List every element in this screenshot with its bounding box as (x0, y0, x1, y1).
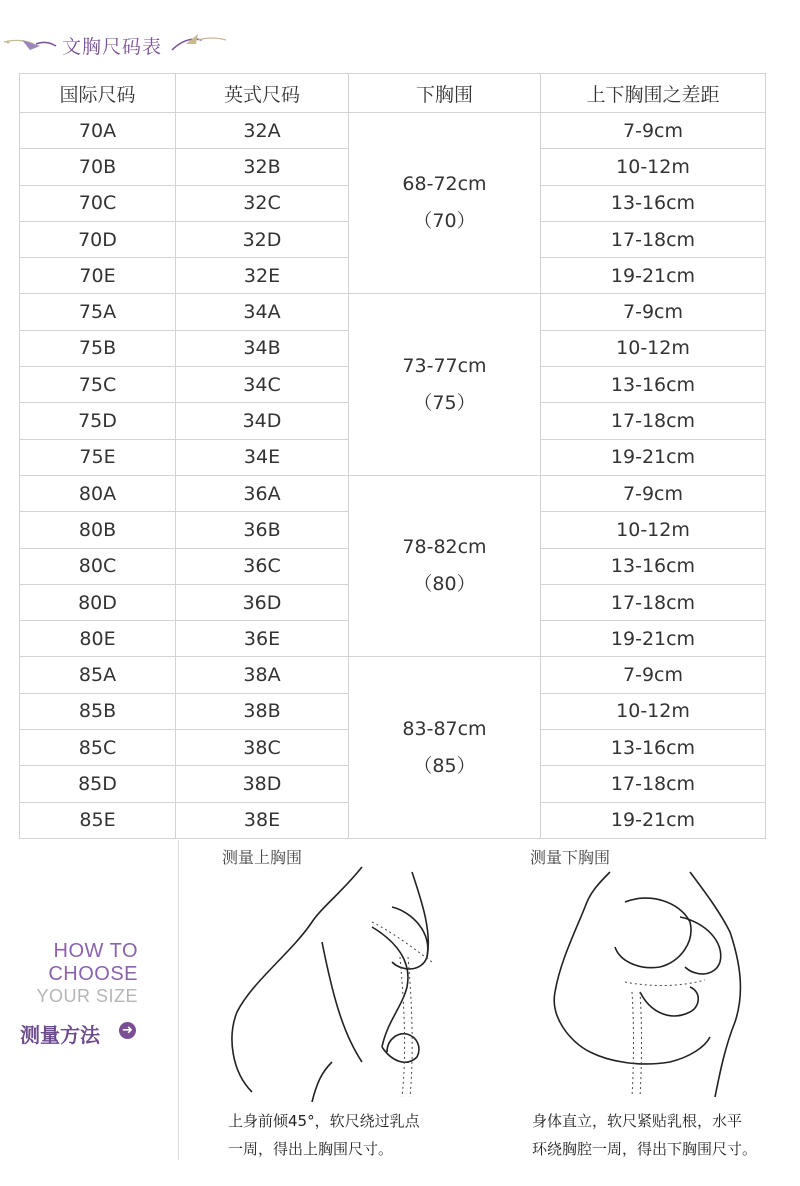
page-title: 文胸尺码表 (62, 36, 163, 58)
intl-size-cell: 80D (20, 584, 176, 620)
uk-size-cell: 36A (176, 475, 349, 511)
measure-method-label: 测量方法 (20, 1023, 100, 1047)
underbust-cell (349, 657, 541, 838)
underbust-code: （80） (413, 573, 476, 596)
difference-cell: 17-18cm (541, 584, 766, 620)
header-difference: 上下胸围之差距 (541, 74, 766, 113)
upper-bust-caption (228, 1107, 488, 1163)
difference-cell: 10-12m (541, 330, 766, 366)
underbust-range: 83-87cm (402, 717, 487, 740)
intl-size-cell: 75E (20, 439, 176, 475)
uk-size-cell: 34B (176, 330, 349, 366)
underbust-cell (349, 475, 541, 656)
uk-size-cell: 32D (176, 221, 349, 257)
intl-size-cell: 70B (20, 149, 176, 185)
difference-cell: 19-21cm (541, 258, 766, 294)
difference-cell: 13-16cm (541, 185, 766, 221)
difference-cell: 7-9cm (541, 475, 766, 511)
intl-size-cell: 75A (20, 294, 176, 330)
uk-size-cell: 34E (176, 439, 349, 475)
uk-size-cell: 38D (176, 766, 349, 802)
intl-size-cell: 70A (20, 113, 176, 149)
intl-size-cell: 80A (20, 475, 176, 511)
uk-size-cell: 32E (176, 258, 349, 294)
uk-size-cell: 38A (176, 657, 349, 693)
upper-bust-title: 测量上胸围 (222, 848, 303, 867)
intl-size-cell: 80E (20, 621, 176, 657)
table-row (20, 657, 766, 693)
intl-size-cell: 70C (20, 185, 176, 221)
upper-caption-line-1: 上身前倾45°，软尺绕过乳点 (228, 1112, 420, 1130)
uk-size-cell: 36C (176, 548, 349, 584)
header-underbust: 下胸围 (349, 74, 541, 113)
under-bust-illustration-icon (530, 862, 770, 1102)
underbust-code: （70） (413, 210, 476, 233)
upper-bust-illustration-icon (222, 862, 442, 1102)
uk-size-cell: 36B (176, 512, 349, 548)
uk-size-cell: 38B (176, 693, 349, 729)
difference-cell: 10-12m (541, 693, 766, 729)
intl-size-cell: 70D (20, 221, 176, 257)
under-caption-line-2: 环绕胸腔一周，得出下胸围尺寸。 (532, 1140, 758, 1158)
underbust-cell (349, 113, 541, 294)
intl-size-cell: 80B (20, 512, 176, 548)
under-bust-title: 测量下胸围 (530, 848, 611, 867)
divider (178, 840, 179, 1160)
upper-caption-line-2: 一周，得出上胸围尺寸。 (228, 1140, 394, 1158)
howto-line-2: CHOOSE (48, 963, 138, 985)
intl-size-cell: 70E (20, 258, 176, 294)
difference-cell: 17-18cm (541, 221, 766, 257)
difference-cell: 19-21cm (541, 621, 766, 657)
table-row (20, 294, 766, 330)
under-bust-caption (532, 1107, 800, 1163)
difference-cell: 19-21cm (541, 439, 766, 475)
intl-size-cell: 85D (20, 766, 176, 802)
difference-cell: 19-21cm (541, 802, 766, 838)
uk-size-cell: 36D (176, 584, 349, 620)
difference-cell: 13-16cm (541, 367, 766, 403)
underbust-range: 73-77cm (402, 354, 487, 377)
uk-size-cell: 32C (176, 185, 349, 221)
intl-size-cell: 85A (20, 657, 176, 693)
header-intl-size: 国际尺码 (20, 74, 176, 113)
difference-cell: 17-18cm (541, 403, 766, 439)
intl-size-cell: 85C (20, 730, 176, 766)
uk-size-cell: 38C (176, 730, 349, 766)
difference-cell: 13-16cm (541, 548, 766, 584)
intl-size-cell: 75C (20, 367, 176, 403)
difference-cell: 10-12m (541, 512, 766, 548)
arrow-right-icon: ➜ (119, 1022, 136, 1039)
intl-size-cell: 75D (20, 403, 176, 439)
underbust-range: 68-72cm (402, 173, 487, 196)
page-header (0, 28, 300, 64)
right-leaf-decoration-icon (168, 28, 230, 64)
uk-size-cell: 36E (176, 621, 349, 657)
intl-size-cell: 85E (20, 802, 176, 838)
underbust-range: 78-82cm (402, 536, 487, 559)
difference-cell: 10-12m (541, 149, 766, 185)
howto-line-3: YOUR SIZE (36, 986, 138, 1006)
size-table (19, 73, 766, 839)
table-header-row (20, 74, 766, 113)
underbust-code: （75） (413, 391, 476, 414)
header-uk-size: 英式尺码 (176, 74, 349, 113)
difference-cell: 7-9cm (541, 113, 766, 149)
left-leaf-decoration-icon (0, 28, 62, 64)
difference-cell: 7-9cm (541, 294, 766, 330)
underbust-code: （85） (413, 754, 476, 777)
intl-size-cell: 80C (20, 548, 176, 584)
difference-cell: 7-9cm (541, 657, 766, 693)
uk-size-cell: 34D (176, 403, 349, 439)
intl-size-cell: 75B (20, 330, 176, 366)
intl-size-cell: 85B (20, 693, 176, 729)
difference-cell: 17-18cm (541, 766, 766, 802)
uk-size-cell: 32A (176, 113, 349, 149)
uk-size-cell: 34A (176, 294, 349, 330)
table-row (20, 113, 766, 149)
under-caption-line-1: 身体直立，软尺紧贴乳根，水平 (532, 1112, 743, 1130)
uk-size-cell: 34C (176, 367, 349, 403)
table-row (20, 475, 766, 511)
howto-line-1: HOW TO (53, 940, 138, 962)
uk-size-cell: 38E (176, 802, 349, 838)
uk-size-cell: 32B (176, 149, 349, 185)
difference-cell: 13-16cm (541, 730, 766, 766)
underbust-cell (349, 294, 541, 475)
